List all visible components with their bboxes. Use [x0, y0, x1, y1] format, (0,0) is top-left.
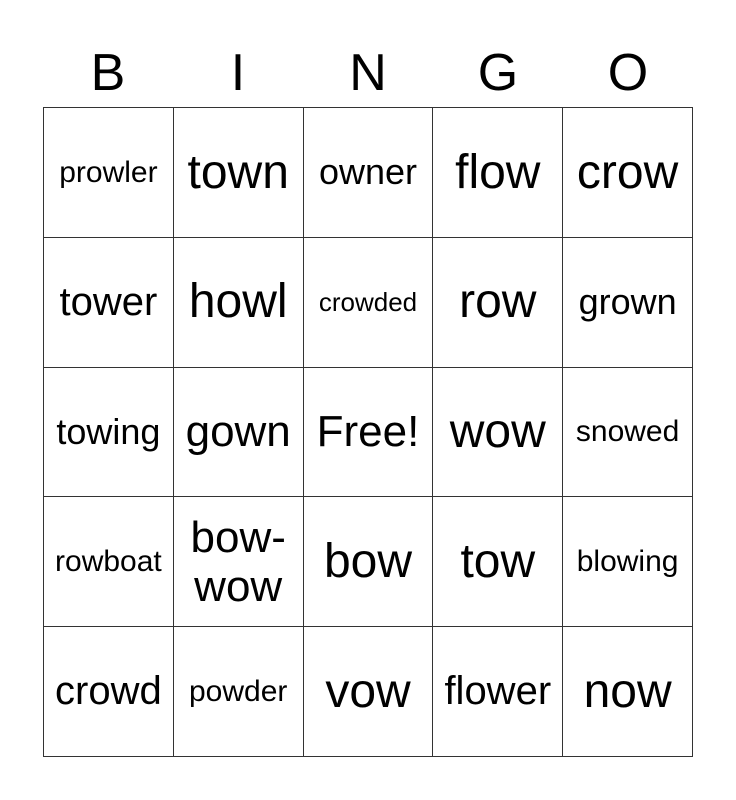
header-letter-o: O — [607, 44, 649, 102]
bingo-cell[interactable]: snowed — [563, 368, 693, 498]
bingo-cell[interactable]: howl — [174, 238, 304, 368]
bingo-cell[interactable]: wow — [433, 368, 563, 498]
bingo-cell[interactable]: crowded — [304, 238, 434, 368]
bingo-cell[interactable]: now — [563, 627, 693, 757]
bingo-cell[interactable]: crow — [563, 108, 693, 238]
bingo-cell[interactable]: gown — [174, 368, 304, 498]
bingo-cell[interactable]: crowd — [44, 627, 174, 757]
header-letter-i: I — [230, 44, 246, 102]
header-letter-n: N — [349, 44, 387, 102]
header-letter-g: G — [477, 44, 519, 102]
bingo-cell[interactable]: blowing — [563, 497, 693, 627]
bingo-cell[interactable]: powder — [174, 627, 304, 757]
bingo-cell[interactable]: rowboat — [44, 497, 174, 627]
bingo-cell[interactable]: vow — [304, 627, 434, 757]
bingo-cell[interactable]: towing — [44, 368, 174, 498]
bingo-header — [43, 40, 693, 106]
bingo-cell[interactable]: bow — [304, 497, 434, 627]
bingo-cell[interactable]: flow — [433, 108, 563, 238]
bingo-board — [43, 107, 693, 757]
bingo-cell[interactable]: row — [433, 238, 563, 368]
bingo-cell[interactable]: owner — [304, 108, 434, 238]
bingo-cell[interactable]: grown — [563, 238, 693, 368]
bingo-cell[interactable]: prowler — [44, 108, 174, 238]
bingo-cell[interactable]: flower — [433, 627, 563, 757]
bingo-cell[interactable]: town — [174, 108, 304, 238]
bingo-cell[interactable]: bow-wow — [174, 497, 304, 627]
free-space-cell[interactable]: Free! — [304, 368, 434, 498]
bingo-cell[interactable]: tow — [433, 497, 563, 627]
bingo-cell[interactable]: tower — [44, 238, 174, 368]
header-letter-b: B — [90, 44, 126, 102]
